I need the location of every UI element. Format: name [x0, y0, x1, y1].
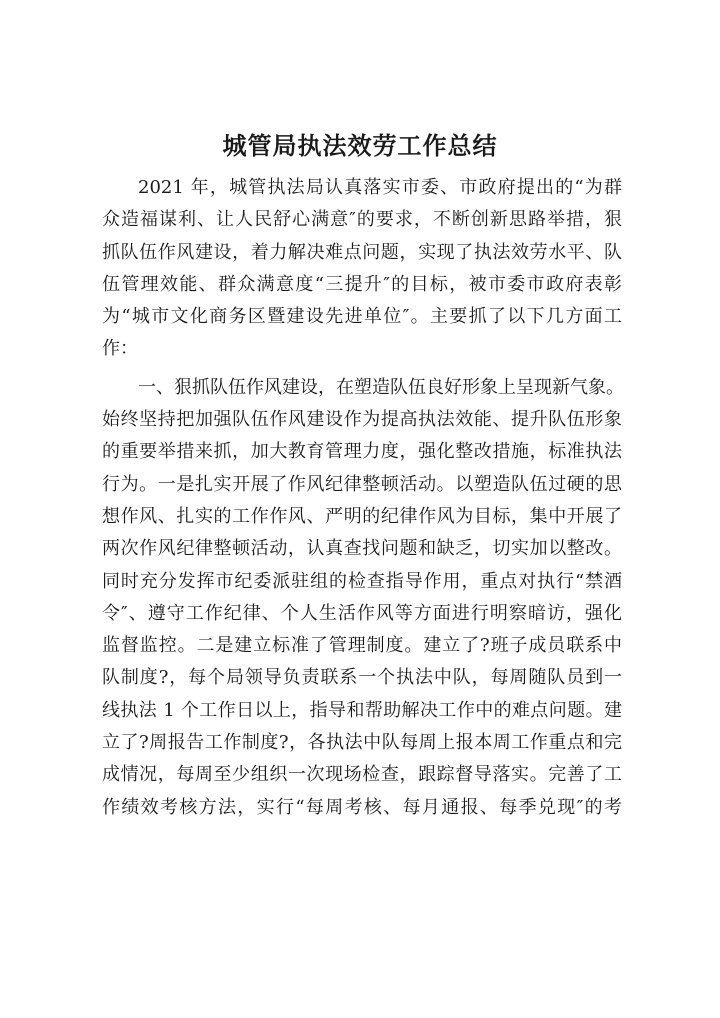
paragraph-2-line-3: 的重要举措来抓，加大教育管理力度，强化整改措施，标准执法 [102, 441, 622, 463]
paragraph-2-line-10: 队制度?，每个局领导负责联系一个执法中队，每周随队员到一 [102, 667, 622, 689]
paragraph-2-line-14: 作绩效考核方法，实行“每周考核、每月通报、每季兑现″的考 [102, 796, 622, 818]
document-title: 城管局执法效劳工作总结 [222, 131, 498, 160]
paragraph-2-line-6: 两次作风纪律整顿活动，认真查找问题和缺乏，切实加以整改。 [102, 538, 622, 560]
paragraph-1-line-1: 2021 年，城管执法局认真落实市委、市政府提出的“为群 [138, 177, 622, 198]
paragraph-2-line-11: 线执法 1 个工作日以上，指导和帮助解决工作中的难点问题。建 [102, 699, 622, 721]
paragraph-2-line-13: 成情况，每周至少组织一次现场检查，跟踪督导落实。完善了工 [102, 764, 622, 786]
paragraph-2-line-2: 始终坚持把加强队伍作风建设作为提高执法效能、提升队伍形象 [102, 409, 622, 431]
paragraph-1-line-2: 众造福谋利、让人民舒心满意″的要求，不断创新思路举措，狠 [102, 209, 622, 231]
paragraph-1-line-3: 抓队伍作风建设，着力解决难点问题，实现了执法效劳水平、队 [102, 241, 622, 263]
paragraph-2-line-7: 同时充分发挥市纪委派驻组的检查指导作用，重点对执行“禁酒 [102, 570, 622, 592]
document-body [102, 172, 622, 824]
paragraph-1-line-4: 伍管理效能、群众满意度“三提升″的目标，被市委市政府表彰 [102, 273, 622, 295]
paragraph-2-line-9: 监督监控。二是建立标准了管理制度。建立了?班子成员联系中 [102, 635, 622, 657]
paragraph-1-line-5: 为“城市文化商务区暨建设先进单位″。主要抓了以下几方面工 [102, 306, 622, 328]
paragraph-2-line-4: 行为。一是扎实开展了作风纪律整顿活动。以塑造队伍过硬的思 [102, 473, 622, 495]
paragraph-2-line-1: 一、狠抓队伍作风建设，在塑造队伍良好形象上呈现新气象。 [138, 376, 624, 398]
paragraph-2-line-5: 想作风、扎实的工作作风、严明的纪律作风为目标，集中开展了 [102, 505, 622, 527]
paragraph-2-line-12: 立了?周报告工作制度?，各执法中队每周上报本周工作重点和完 [102, 732, 622, 754]
paragraph-1-line-6: 作： [102, 338, 138, 360]
paragraph-2-line-8: 令″、遵守工作纪律、个人生活作风等方面进行明察暗访，强化 [102, 602, 622, 624]
